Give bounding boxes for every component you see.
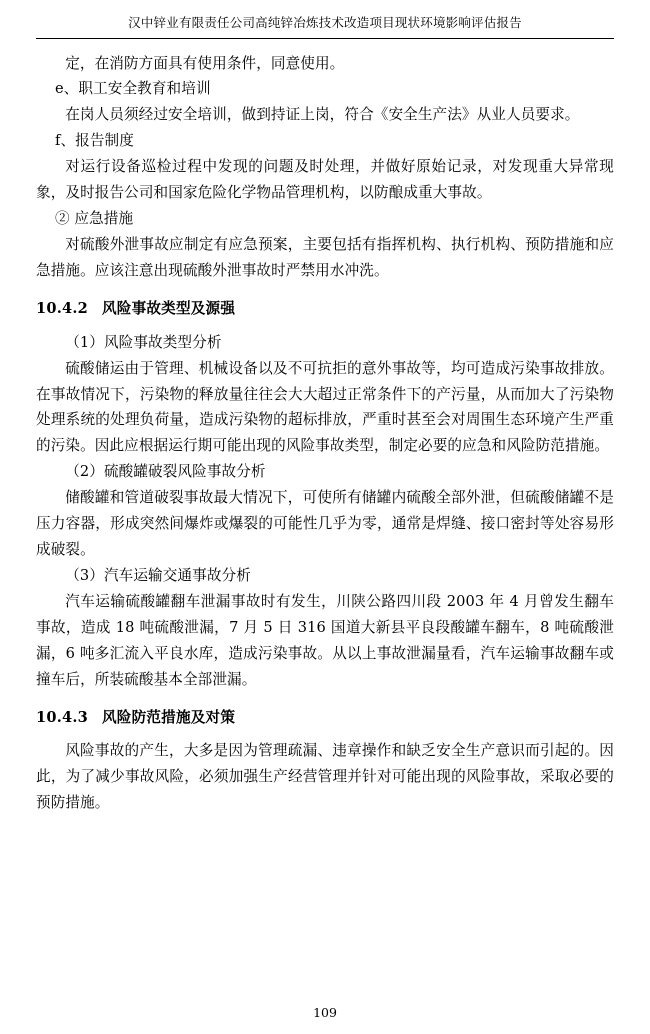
paragraph: f、报告制度 (54, 132, 134, 150)
paragraph: e、职工安全教育和培训 (54, 80, 211, 98)
paragraph: （2）硫酸罐破裂风险事故分析 (65, 463, 266, 481)
paragraph: （1）风险事故类型分析 (65, 333, 222, 351)
paragraph: 对运行设备巡检过程中发现的问题及时处理，并做好原始记录，对发现重大异常现象，及时报告公司和国家危险化学物品管理机构，以防酿成重大事故。 (36, 158, 614, 202)
section-title: 风险防范措施及对策 (101, 709, 236, 727)
section-number: 10.4.3 (36, 709, 88, 727)
paragraph: （3）汽车运输交通事故分析 (65, 567, 251, 585)
paragraph: 储酸罐和管道破裂事故最大情况下，可使所有储罐内硫酸全部外泄，但硫酸储罐不是压力容器，形成突然间爆炸或爆裂的可能性几乎为零，通常是焊缝、接口密封等处容易形成破裂。 (36, 489, 614, 559)
page-number: 109 (313, 1005, 337, 1020)
page-footer (0, 1005, 650, 1020)
section-title: 风险事故类型及源强 (101, 300, 236, 318)
paragraph: 对硫酸外泄事故应制定有应急预案，主要包括有指挥机构、执行机构、预防措施和应急措施。应该注意出现硫酸外泄事故时严禁用水冲洗。 (36, 236, 614, 280)
section-number: 10.4.2 (36, 300, 88, 318)
paragraph: ② 应急措施 (54, 210, 134, 228)
header-divider (36, 38, 614, 39)
section-heading-10-4-3 (36, 706, 614, 729)
page-header (36, 14, 614, 36)
paragraph: 汽车运输硫酸罐翻车泄漏事故时有发生，川陕公路四川段 2003 年 4 月曾发生翻车事故，造成 18 吨硫酸泄漏，7 月 5 日 316 国道大新县平良段酸罐车翻车，8 吨硫酸泄漏，6 吨多汇流入平良水库，造成污染事故。从以上事故泄漏量看，汽车运输事故翻车或撞车后，所装硫酸基本全部泄漏。 (36, 593, 614, 689)
section-heading-10-4-2 (36, 297, 614, 320)
paragraph: 风险事故的产生，大多是因为管理疏漏、违章操作和缺乏安全生产意识而引起的。因此，为了减少事故风险，必须加强生产经营管理并针对可能出现的风险事故，采取必要的预防措施。 (36, 742, 614, 812)
paragraph: 定，在消防方面具有使用条件，同意使用。 (65, 54, 345, 72)
header-title: 汉中锌业有限责任公司高纯锌冶炼技术改造项目现状环境影响评估报告 (128, 15, 522, 30)
paragraph: 在岗人员须经过安全培训，做到持证上岗，符合《安全生产法》从业人员要求。 (65, 106, 580, 124)
document-body (36, 51, 614, 817)
paragraph: 硫酸储运由于管理、机械设备以及不可抗拒的意外事故等，均可造成污染事故排放。在事故情况下，污染物的释放量往往会大大超过正常条件下的产污量，从而加大了污染物处理系统的处理负荷量，造成污染物的超标排放，严重时甚至会对周围生态环境产生严重的污染。因此应根据运行期可能出现的风险事故类型，制定必要的应急和风险防范措施。 (36, 359, 614, 455)
